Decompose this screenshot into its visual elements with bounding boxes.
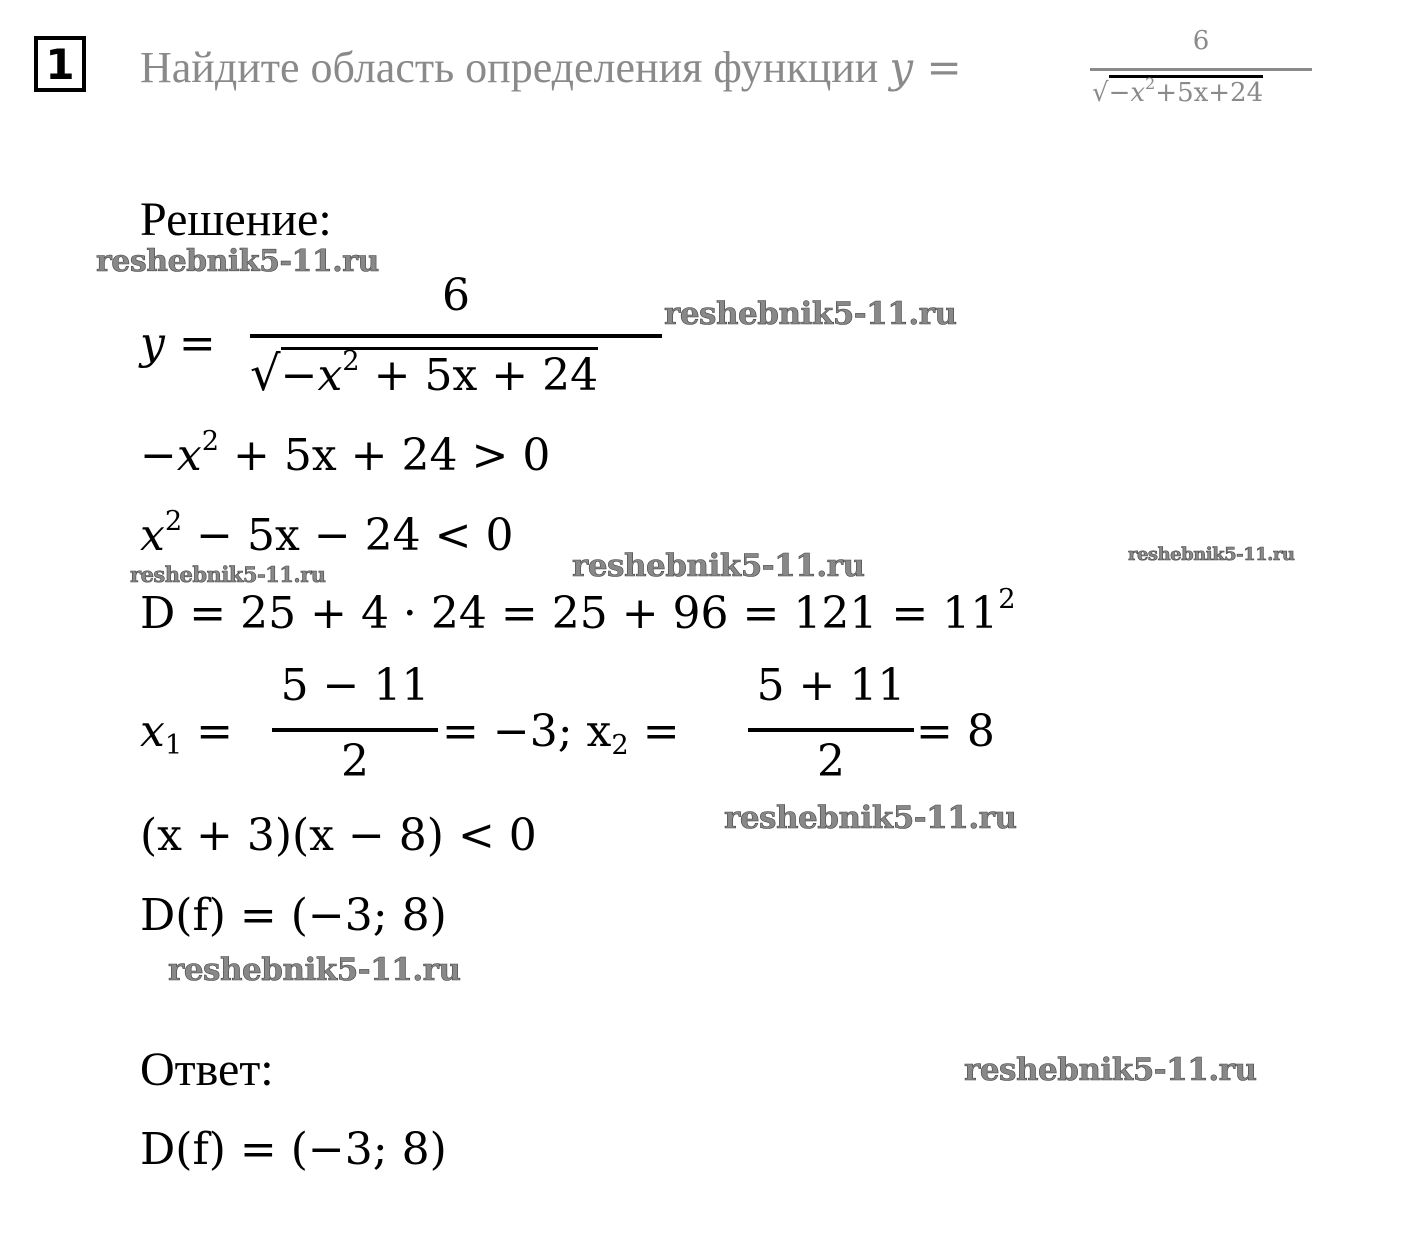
answer-value: D(f) = (−3; 8) (140, 1124, 447, 1175)
eq4-exp: 2 (998, 583, 1016, 615)
eq5-middle (442, 706, 680, 761)
eq4-a: D = 25 + 4 · 24 = 25 + 96 = 121 = 11 (140, 588, 999, 639)
eq5-frac2-num: 5 + 11 (756, 660, 906, 711)
eq1-lhs: y = (140, 318, 216, 369)
eq1-den-b: + 5x + 24 (359, 350, 599, 401)
task-number (34, 36, 86, 92)
watermark-1: reshebnik5-11.ru (96, 244, 379, 279)
eq1-den-exp: 2 (342, 345, 360, 377)
task-statement-text: Найдите область определения функции (140, 43, 879, 92)
eq2-exp: 2 (201, 425, 220, 457)
eq2-b: + 5x + 24 > 0 (219, 430, 551, 481)
watermark-7: reshebnik5-11.ru (168, 952, 461, 988)
task-sqrt-sign: √ (1092, 78, 1109, 108)
watermark-2: reshebnik5-11.ru (664, 296, 957, 332)
eq5-frac1-bar (272, 728, 438, 732)
task-fraction-numerator: 6 (1192, 26, 1210, 56)
eq1-fraction (250, 270, 662, 420)
eq1-numerator: 6 (442, 270, 470, 321)
eq5-x1-var: x (140, 706, 165, 757)
eq5-x1-sub: 1 (164, 729, 183, 761)
eq5-frac1-den: 2 (341, 736, 369, 787)
task-den-exp: 2 (1145, 73, 1156, 93)
watermark-5: reshebnik5-11.ru (1128, 544, 1295, 565)
answer-label: Ответ: (140, 1043, 274, 1096)
eq3-a: x (140, 510, 165, 561)
task-den-term-a: −x (1108, 78, 1146, 108)
eq1-denominator (250, 346, 662, 402)
eq3-exp: 2 (164, 505, 183, 537)
eq5-end: = 8 (916, 706, 995, 757)
eq3-b: − 5x − 24 < 0 (182, 510, 514, 561)
eq4 (140, 583, 1016, 639)
eq5-fraction-1 (272, 660, 438, 800)
eq5-eq2: = (628, 706, 680, 757)
eq5-frac2-bar (748, 728, 914, 732)
task-fraction-bar (1090, 68, 1312, 71)
task-function-y: y = (889, 43, 962, 92)
eq5-x1 (140, 706, 234, 761)
watermark-3: reshebnik5-11.ru (130, 562, 326, 587)
eq1-sqrt-sign: √ (250, 346, 281, 402)
task-den-term-b: +5x+24 (1155, 78, 1264, 108)
eq5-eq1: = (182, 706, 234, 757)
eq5-fraction-2 (748, 660, 914, 800)
eq2-a: −x (140, 430, 202, 481)
eq2 (140, 425, 551, 481)
watermark-6: reshebnik5-11.ru (724, 800, 1017, 836)
eq5-frac2-den: 2 (817, 736, 845, 787)
eq5-mid: = −3; x (442, 706, 612, 757)
eq3 (140, 505, 514, 561)
eq7: D(f) = (−3; 8) (140, 890, 447, 941)
eq5-frac1-num: 5 − 11 (280, 660, 430, 711)
task-number-text: 1 (45, 39, 75, 89)
watermark-4: reshebnik5-11.ru (572, 548, 865, 584)
solution-label: Решение: (140, 193, 332, 246)
eq1-fraction-bar (250, 334, 662, 338)
eq5-x2-sub: 2 (611, 729, 629, 761)
watermark-8: reshebnik5-11.ru (964, 1052, 1257, 1088)
eq1-den-a: −x (280, 350, 343, 401)
task-fraction-denominator (1092, 73, 1264, 108)
task-statement (140, 42, 962, 93)
eq6: (x + 3)(x − 8) < 0 (140, 810, 537, 861)
